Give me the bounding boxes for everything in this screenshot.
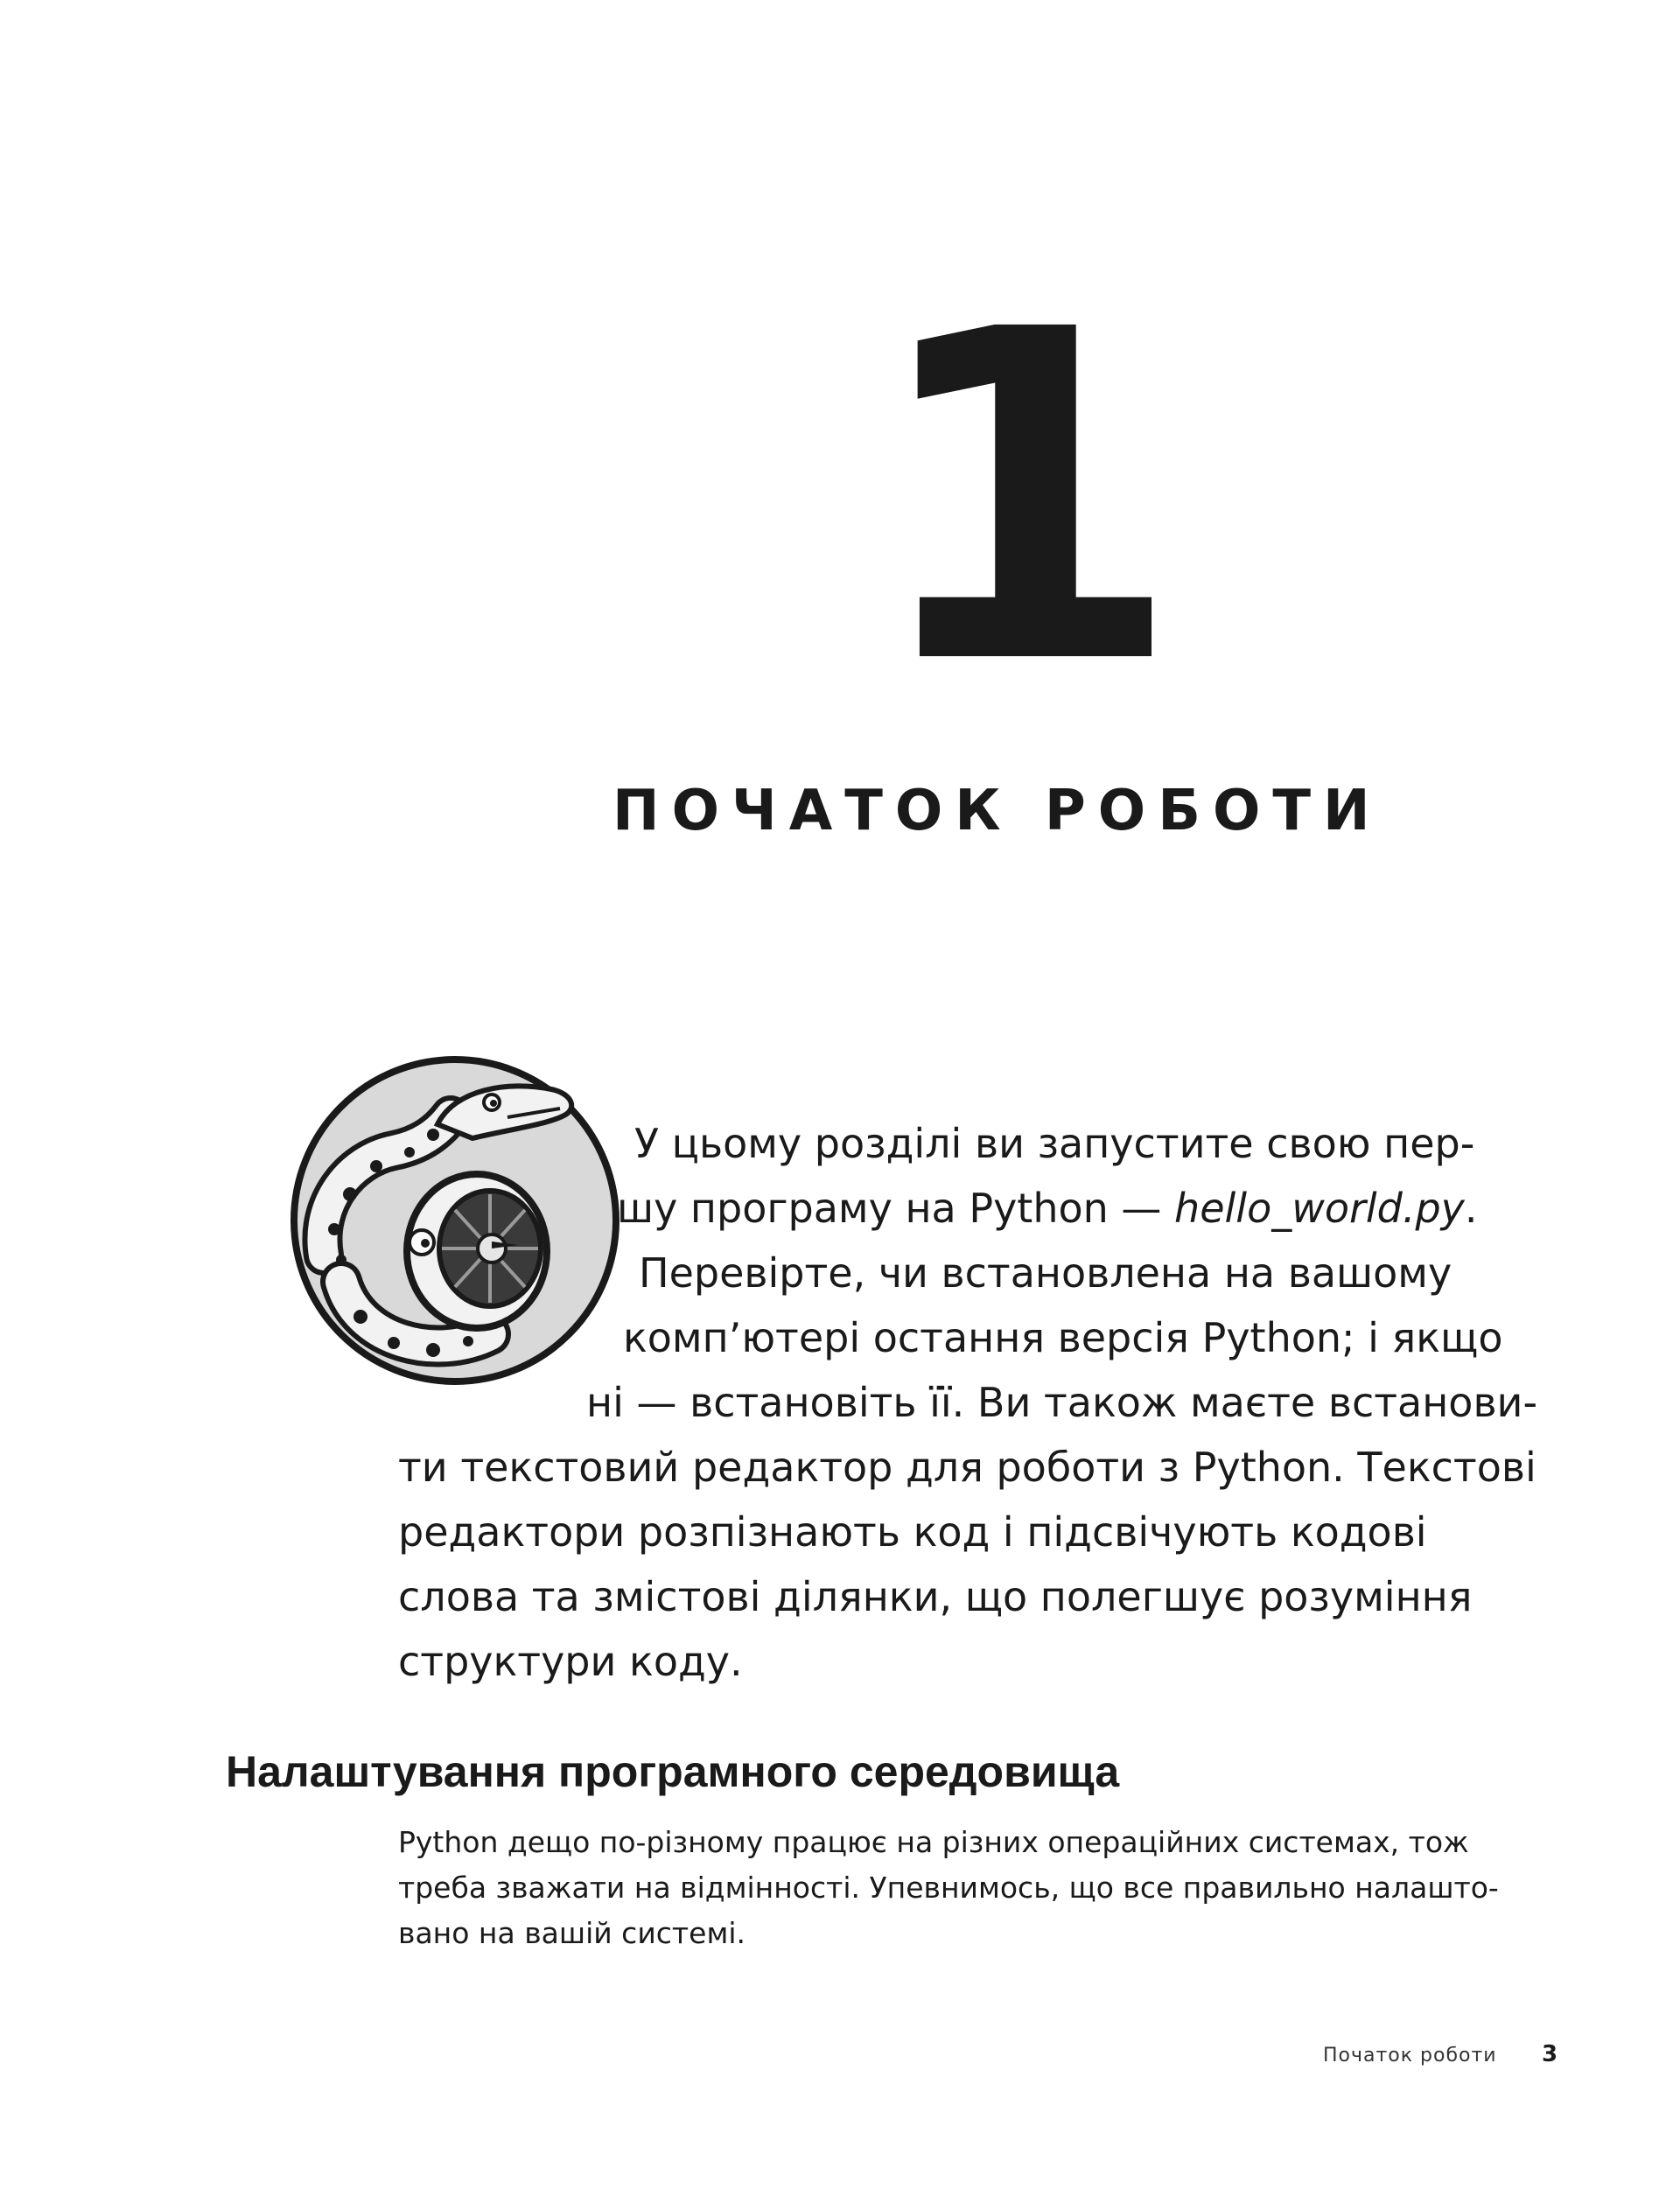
intro-line: слова та змістові ділянки, що полегшує розуміння xyxy=(398,1573,1473,1620)
chapter-title: ПОЧАТОК РОБОТИ xyxy=(612,779,1382,843)
section-line: треба зважати на відмінності. Упевнимось, що все правильно налашто- xyxy=(398,1871,1499,1905)
page-number: 3 xyxy=(1542,2041,1558,2067)
section-body xyxy=(398,1820,1562,1956)
intro-line xyxy=(617,1176,1478,1241)
section-line: Python дещо по-різному працює на різних операційних системах, тож xyxy=(398,1825,1469,1859)
python-snake-jet-engine-icon xyxy=(289,1054,621,1387)
running-footer-title: Початок роботи xyxy=(1323,2045,1497,2067)
intro-filename: hello_world.py xyxy=(1174,1185,1465,1232)
chapter-number: 1 xyxy=(866,234,1174,764)
intro-line: комп’ютері остання версія Python; і якщо xyxy=(623,1314,1503,1361)
intro-line-text: шу програму на Python — xyxy=(617,1185,1175,1232)
section-line: вано на вашій системі. xyxy=(398,1916,746,1950)
intro-line: ти текстовий редактор для роботи з Python. Текстові xyxy=(398,1444,1536,1491)
intro-line: редактори розпізнають код і підсвічують кодові xyxy=(398,1508,1427,1556)
section-heading: Налаштування програмного середовища xyxy=(226,1747,1120,1796)
intro-filename-suffix: . xyxy=(1464,1185,1478,1232)
intro-line: У цьому розділі ви запустите свою пер- xyxy=(634,1120,1475,1167)
intro-line: ні — встановіть її. Ви також маєте встанови- xyxy=(586,1379,1538,1426)
intro-line: структури коду. xyxy=(398,1638,743,1685)
intro-line: Перевірте, чи встановлена на вашому xyxy=(639,1249,1452,1297)
